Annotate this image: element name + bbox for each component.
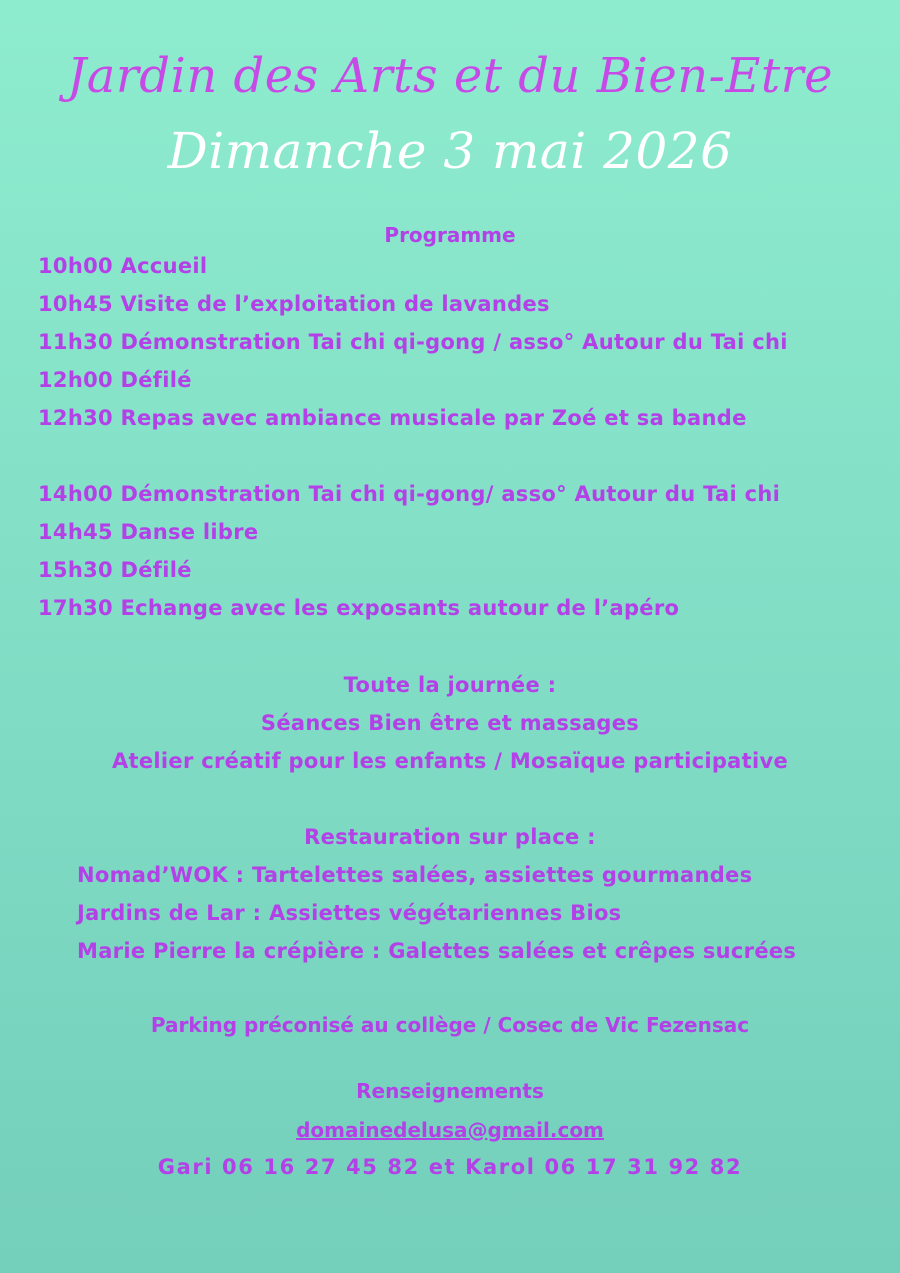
event-title: Jardin des Arts et du Bien-Etre (66, 48, 834, 104)
programme-time: 17h30 (38, 596, 113, 620)
programme-item (38, 596, 679, 620)
programme-text: Démonstration Tai chi qi-gong / asso° Autour du Tai chi (120, 330, 788, 354)
parking-note: Parking préconisé au collège / Cosec de Vic Fezensac (150, 1013, 750, 1037)
food-item: Jardins de Lar : Assiettes végétariennes Bios (77, 901, 622, 925)
programme-time: 10h45 (38, 292, 113, 316)
programme-item (38, 482, 780, 506)
programme-time: 15h30 (38, 558, 113, 582)
programme-time: 11h30 (38, 330, 113, 354)
programme-item (38, 368, 192, 392)
food-item: Nomad’WOK : Tartelettes salées, assiettes gourmandes (77, 863, 753, 887)
programme-text: Echange avec les exposants autour de l’apéro (120, 596, 680, 620)
programme-text: Défilé (120, 368, 192, 392)
programme-text: Repas avec ambiance musicale par Zoé et sa bande (120, 406, 747, 430)
programme-heading: Programme (384, 223, 516, 247)
programme-item (38, 520, 258, 544)
programme-text: Danse libre (120, 520, 259, 544)
all-day-item: Séances Bien être et massages (260, 711, 640, 735)
email-link[interactable]: domainedelusa@gmail.com (296, 1118, 604, 1142)
all-day-item: Atelier créatif pour les enfants / Mosaïque participative (112, 749, 788, 773)
programme-text: Démonstration Tai chi qi-gong/ asso° Autour du Tai chi (120, 482, 781, 506)
programme-time: 14h45 (38, 520, 113, 544)
programme-text: Défilé (120, 558, 192, 582)
programme-time: 10h00 (38, 254, 113, 278)
food-heading: Restauration sur place : (304, 825, 596, 849)
programme-item (38, 558, 192, 582)
programme-item (38, 406, 747, 430)
programme-item (38, 292, 550, 316)
programme-text: Visite de l’exploitation de lavandes (120, 292, 550, 316)
info-heading: Renseignements (356, 1079, 544, 1103)
all-day-heading: Toute la journée : (343, 673, 557, 697)
programme-time: 14h00 (38, 482, 113, 506)
event-date: Dimanche 3 mai 2026 (167, 122, 733, 180)
food-item: Marie Pierre la crépière : Galettes salées et crêpes sucrées (77, 939, 797, 963)
programme-item (38, 254, 207, 278)
programme-time: 12h30 (38, 406, 113, 430)
programme-time: 12h00 (38, 368, 113, 392)
programme-item (38, 330, 788, 354)
programme-text: Accueil (120, 254, 208, 278)
phone-numbers: Gari 06 16 27 45 82 et Karol 06 17 31 92 82 (157, 1155, 743, 1179)
